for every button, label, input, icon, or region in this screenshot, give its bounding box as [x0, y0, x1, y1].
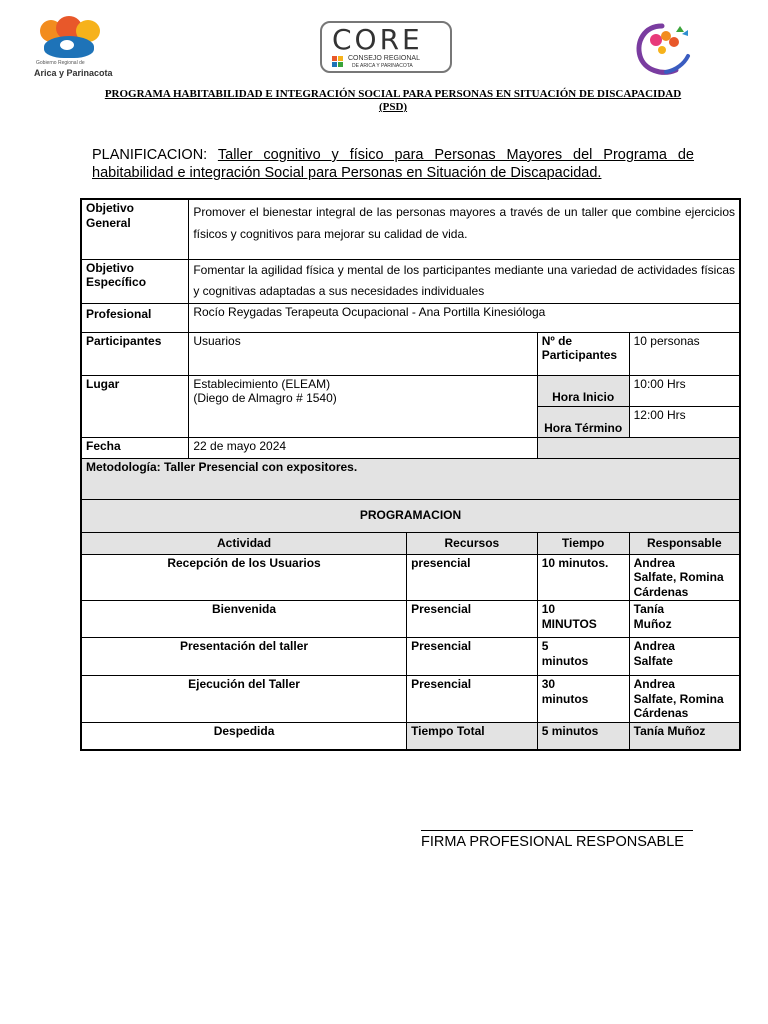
actividad-cell: Ejecución del Taller: [81, 676, 407, 723]
emblem-icon: [632, 20, 696, 78]
recursos-cell: presencial: [407, 554, 538, 601]
tiempo-cell: 5 minutos: [537, 722, 629, 750]
metodologia: Metodología: Taller Presencial con expositores.: [81, 458, 740, 499]
fecha-empty-cell: [537, 437, 740, 458]
responsable-cell: Tanía Muñoz: [629, 722, 740, 750]
header-actividad: Actividad: [81, 532, 407, 554]
objetivo-especifico-value: Fomentar la agilidad física y mental de los participantes mediante una variedad de actividades físicas y cognitivas adaptadas a sus necesidades individuales: [189, 259, 740, 303]
programacion-title: PROGRAMACION: [81, 499, 740, 532]
lugar-line-2: (Diego de Almagro # 1540): [193, 391, 337, 405]
planning-text: Taller cognitivo y físico para Personas Mayores del Programa de habitabilidad e integración Social para Personas en Situación de Discapacidad.: [92, 147, 694, 181]
lugar-label: Lugar: [81, 375, 189, 437]
regional-government-logo: [30, 14, 120, 94]
tiempo-cell: 30 minutos: [537, 676, 629, 723]
fecha-label: Fecha: [81, 437, 189, 458]
header-tiempo: Tiempo: [537, 532, 629, 554]
logo-shape: [60, 40, 74, 50]
core-logo-subtitle: CONSEJO REGIONAL: [348, 55, 420, 62]
lugar-line-1: Establecimiento (ELEAM): [193, 376, 331, 391]
recursos-cell: Presencial: [407, 601, 538, 638]
lugar-value: [189, 375, 537, 437]
profesional-label: Profesional: [81, 303, 189, 332]
schedule-row: [81, 676, 740, 723]
fecha-value: 22 de mayo 2024: [189, 437, 537, 458]
participantes-label: Participantes: [81, 332, 189, 375]
logo-region-name: Arica y Parinacota: [34, 68, 113, 78]
responsable-cell: Tanía Muñoz: [629, 601, 740, 638]
program-title: PROGRAMA HABITABILIDAD E INTEGRACIÓN SOCIAL PARA PERSONAS EN SITUACIÓN DE DISCAPACIDAD (PSD): [104, 88, 682, 113]
actividad-cell: Presentación del taller: [81, 638, 407, 676]
core-logo-subtitle-2: DE ARICA Y PARINACOTA: [352, 63, 413, 69]
core-logo-word: CORE: [332, 23, 423, 56]
tiempo-cell: 10 MINUTOS: [537, 601, 629, 638]
header-responsable: Responsable: [629, 532, 740, 554]
planning-table: [80, 198, 741, 751]
recursos-cell: Presencial: [407, 638, 538, 676]
planning-title: [92, 146, 694, 182]
core-logo-squares: [332, 56, 344, 68]
actividad-cell: Recepción de los Usuarios: [81, 554, 407, 601]
table-row: [81, 199, 740, 259]
program-emblem-logo: [632, 20, 696, 78]
objetivo-general-value: Promover el bienestar integral de las personas mayores a través de un taller que combine ejercicios físicos y cognitivos para mejorar su calidad de vida.: [189, 199, 740, 259]
schedule-row: [81, 601, 740, 638]
n-participantes-label: Nº de Participantes: [537, 332, 629, 375]
recursos-cell: Presencial: [407, 676, 538, 723]
schedule-row: [81, 554, 740, 601]
table-row: [81, 499, 740, 532]
hora-termino-label: Hora Término: [537, 406, 629, 437]
n-participantes-value: 10 personas: [629, 332, 740, 375]
actividad-cell: Despedida: [81, 722, 407, 750]
header-recursos: Recursos: [407, 532, 538, 554]
actividad-cell: Bienvenida: [81, 601, 407, 638]
schedule-row: [81, 638, 740, 676]
table-row: [81, 332, 740, 375]
schedule-row: [81, 722, 740, 750]
table-row: [81, 303, 740, 332]
planning-label: PLANIFICACION:: [92, 147, 208, 163]
table-row: [81, 437, 740, 458]
table-row: [81, 375, 740, 406]
responsable-cell: Andrea Salfate, Romina Cárdenas: [629, 554, 740, 601]
tiempo-cell: 5 minutos: [537, 638, 629, 676]
hora-inicio-value: 10:00 Hrs: [629, 375, 740, 406]
objetivo-especifico-label: Objetivo Específico: [81, 259, 189, 303]
table-row: [81, 458, 740, 499]
objetivo-general-label: Objetivo General: [81, 199, 189, 259]
recursos-cell: Tiempo Total: [407, 722, 538, 750]
tiempo-cell: 10 minutos.: [537, 554, 629, 601]
signature-line: [421, 830, 693, 831]
hora-termino-value: 12:00 Hrs: [629, 406, 740, 437]
responsable-cell: Andrea Salfate: [629, 638, 740, 676]
hora-inicio-label: Hora Inicio: [537, 375, 629, 406]
core-logo: [320, 21, 452, 73]
responsable-cell: Andrea Salfate, Romina Cárdenas: [629, 676, 740, 723]
logo-small-text: Gobierno Regional de: [36, 60, 85, 66]
table-row: [81, 259, 740, 303]
schedule-header-row: [81, 532, 740, 554]
participantes-value: Usuarios: [189, 332, 537, 375]
profesional-value: Rocío Reygadas Terapeuta Ocupacional - Ana Portilla Kinesióloga: [189, 303, 740, 332]
signature-label: FIRMA PROFESIONAL RESPONSABLE: [421, 834, 684, 850]
